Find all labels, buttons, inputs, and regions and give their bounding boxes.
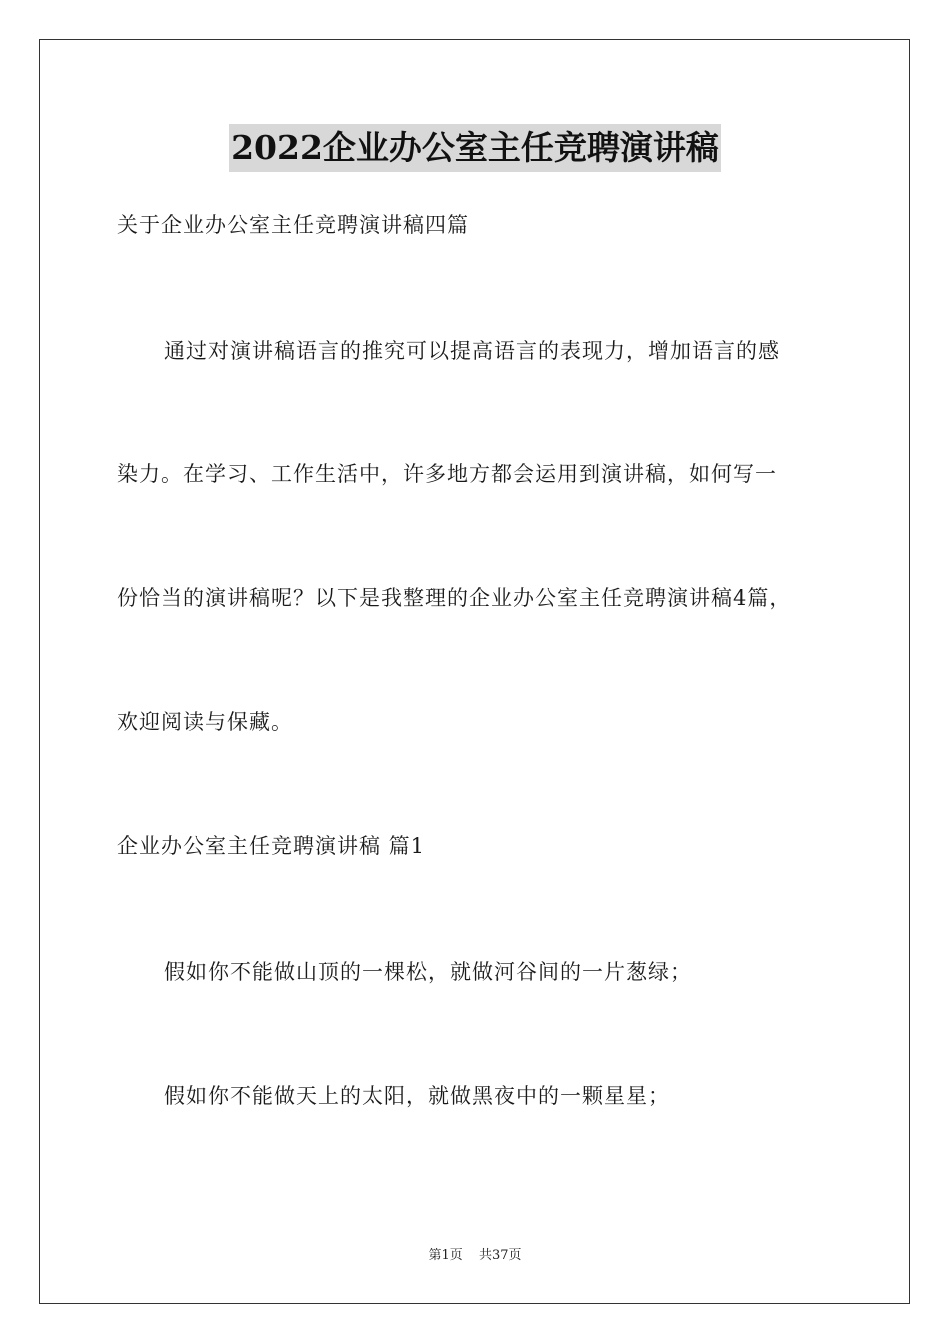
page-footer (0, 1246, 950, 1266)
section-heading: 企业办公室主任竞聘演讲稿 篇1 (117, 834, 426, 858)
intro-line-4: 欢迎阅读与保藏。 (117, 710, 293, 734)
section-line-1: 假如你不能做山顶的一棵松，就做河谷间的一片葱绿； (164, 960, 692, 984)
intro-line-2: 染力。在学习、工作生活中，许多地方都会运用到演讲稿，如何写一 (117, 462, 777, 486)
section-line-2: 假如你不能做天上的太阳，就做黑夜中的一颗星星； (164, 1084, 670, 1108)
intro-line-3: 份恰当的演讲稿呢？以下是我整理的企业办公室主任竞聘演讲稿4篇， (117, 586, 792, 610)
intro-line-1: 通过对演讲稿语言的推究可以提高语言的表现力，增加语言的感 (164, 339, 780, 363)
document-subtitle: 关于企业办公室主任竞聘演讲稿四篇 (117, 213, 469, 237)
page-number: 第1页 (428, 1248, 463, 1263)
title-container (0, 124, 950, 172)
document-title: 2022企业办公室主任竞聘演讲稿 (229, 124, 721, 172)
total-pages: 共37页 (478, 1248, 522, 1263)
